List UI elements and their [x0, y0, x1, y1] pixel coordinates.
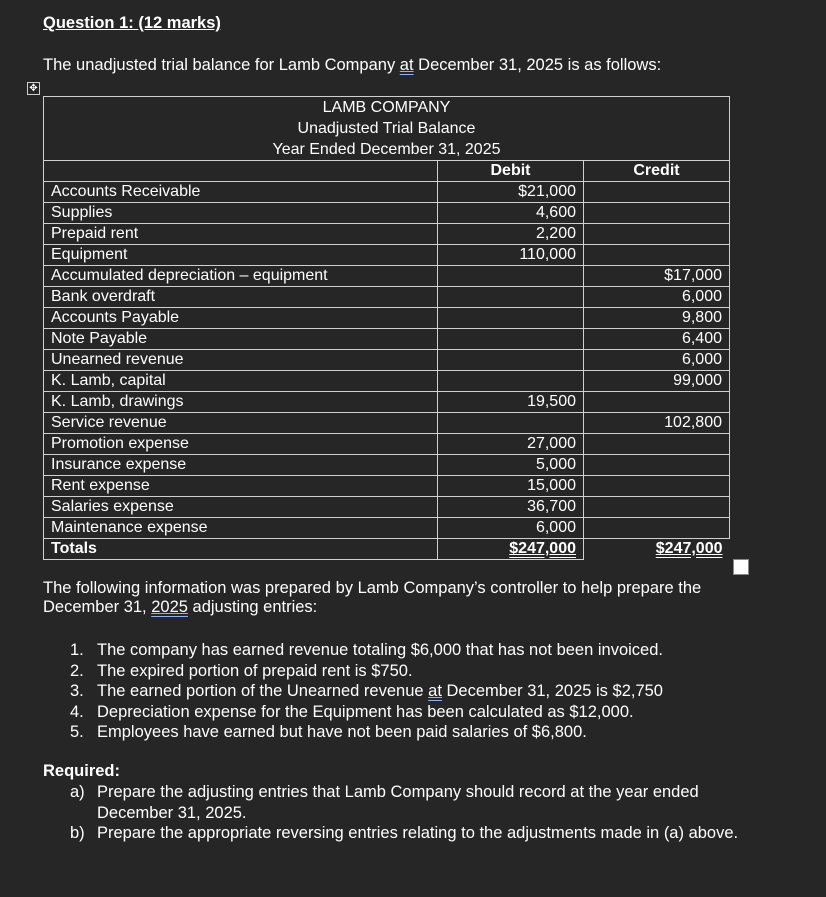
list-item-text-start: The earned portion of the Unearned revenue	[97, 682, 429, 700]
account-cell: Rent expense	[44, 476, 438, 497]
account-cell: Insurance expense	[44, 455, 438, 476]
list-item-number: 3.	[70, 682, 84, 700]
account-cell: Bank overdraft	[44, 287, 438, 308]
account-cell: Service revenue	[44, 413, 438, 434]
account-column-header	[44, 161, 438, 182]
list-item-line1: Prepare the adjusting entries that Lamb Company should record at the year ended	[97, 783, 699, 801]
credit-cell: 99,000	[584, 371, 730, 392]
list-item-text-end: December 31, 2025 is $2,750	[441, 682, 663, 700]
table-row	[44, 413, 730, 434]
list-item	[70, 722, 663, 743]
debit-cell	[438, 266, 584, 287]
intro-at-word: at	[399, 56, 414, 74]
info-paragraph-line2	[43, 598, 783, 617]
table-row	[44, 329, 730, 350]
list-item-letter: b)	[70, 824, 85, 842]
account-cell: K. Lamb, capital	[44, 371, 438, 392]
table-row	[44, 371, 730, 392]
list-item-number: 5.	[70, 723, 84, 741]
account-cell: Accumulated depreciation – equipment	[44, 266, 438, 287]
account-cell: Promotion expense	[44, 434, 438, 455]
account-cell: Supplies	[44, 203, 438, 224]
list-item	[70, 782, 810, 823]
list-item-number: 1.	[70, 641, 84, 659]
table-row	[44, 350, 730, 371]
debit-cell: 15,000	[438, 476, 584, 497]
intro-text	[43, 56, 661, 75]
company-name: LAMB COMPANY	[322, 99, 451, 116]
credit-cell	[584, 224, 730, 245]
debit-column-header: Debit	[438, 161, 584, 182]
list-item-text: Depreciation expense for the Equipment has been calculated as $12,000.	[97, 702, 634, 721]
credit-cell	[584, 203, 730, 224]
table-row	[44, 266, 730, 287]
list-item-number: 2.	[70, 661, 84, 680]
credit-cell: 6,000	[584, 287, 730, 308]
account-cell: Unearned revenue	[44, 350, 438, 371]
list-item	[70, 702, 663, 723]
debit-cell: 36,700	[438, 497, 584, 518]
table-row	[44, 203, 730, 224]
credit-cell	[584, 497, 730, 518]
totals-row	[44, 539, 730, 560]
account-cell: Note Payable	[44, 329, 438, 350]
info-paragraph-year: 2025	[151, 598, 188, 616]
account-cell: Salaries expense	[44, 497, 438, 518]
trial-balance-table	[43, 96, 730, 560]
credit-cell: $17,000	[584, 266, 730, 287]
info-paragraph-date: December 31,	[43, 598, 152, 616]
account-cell: K. Lamb, drawings	[44, 392, 438, 413]
debit-cell: 5,000	[438, 455, 584, 476]
table-row	[44, 182, 730, 203]
debit-cell	[438, 308, 584, 329]
question-title: Question 1: (12 marks)	[43, 14, 221, 32]
debit-cell	[438, 413, 584, 434]
debit-cell: 27,000	[438, 434, 584, 455]
table-header	[44, 97, 730, 161]
credit-cell	[584, 392, 730, 413]
statement-name: Unadjusted Trial Balance	[297, 120, 476, 137]
info-paragraph	[43, 579, 783, 617]
account-cell: Equipment	[44, 245, 438, 266]
credit-cell: 9,800	[584, 308, 730, 329]
list-item-text: Employees have earned but have not been paid salaries of $6,800.	[97, 723, 587, 741]
totals-credit: $247,000	[584, 539, 730, 560]
debit-cell	[438, 371, 584, 392]
table-row	[44, 518, 730, 539]
list-item-number: 4.	[70, 702, 84, 721]
account-cell: Accounts Payable	[44, 308, 438, 329]
trial-balance-rows	[44, 182, 730, 539]
credit-cell	[584, 476, 730, 497]
list-item	[70, 823, 810, 844]
table-row	[44, 224, 730, 245]
list-item-line2: December 31, 2025.	[97, 803, 247, 822]
debit-cell	[438, 329, 584, 350]
table-move-handle-icon[interactable]: ✥	[27, 82, 40, 95]
adjustment-info-list	[70, 640, 663, 743]
list-item-text: The company has earned revenue totaling $6,000 that has not been invoiced.	[97, 641, 663, 659]
info-paragraph-line1: The following information was prepared by Lamb Company’s controller to help prepare the	[43, 579, 702, 597]
debit-cell: 4,600	[438, 203, 584, 224]
credit-cell	[584, 455, 730, 476]
table-row	[44, 245, 730, 266]
list-item	[70, 661, 663, 682]
table-row	[44, 287, 730, 308]
list-item	[70, 681, 663, 702]
table-resize-handle[interactable]	[733, 559, 749, 575]
info-paragraph-end: adjusting entries:	[187, 598, 318, 616]
debit-cell	[438, 350, 584, 371]
credit-column-header: Credit	[584, 161, 730, 182]
totals-label: Totals	[44, 539, 438, 560]
table-row	[44, 497, 730, 518]
debit-cell	[438, 287, 584, 308]
debit-cell: 2,200	[438, 224, 584, 245]
intro-text-end: December 31, 2025 is as follows:	[413, 56, 662, 74]
required-list	[70, 782, 810, 844]
table-row	[44, 392, 730, 413]
required-heading: Required:	[43, 762, 121, 780]
list-item-at-word: at	[428, 682, 442, 700]
credit-cell: 102,800	[584, 413, 730, 434]
credit-cell	[584, 245, 730, 266]
credit-cell	[584, 434, 730, 455]
list-item-letter: a)	[70, 783, 85, 801]
debit-cell: $21,000	[438, 182, 584, 203]
debit-cell: 110,000	[438, 245, 584, 266]
credit-cell: 6,400	[584, 329, 730, 350]
credit-cell	[584, 182, 730, 203]
list-item-line1: Prepare the appropriate reversing entries relating to the adjustments made in (a) above.	[97, 824, 739, 842]
credit-cell	[584, 518, 730, 539]
list-item-text: The expired portion of prepaid rent is $750.	[97, 661, 413, 680]
table-row	[44, 455, 730, 476]
intro-text-start: The unadjusted trial balance for Lamb Company	[43, 56, 400, 74]
statement-period: Year Ended December 31, 2025	[272, 141, 501, 158]
table-row	[44, 308, 730, 329]
account-cell: Prepaid rent	[44, 224, 438, 245]
account-cell: Maintenance expense	[44, 518, 438, 539]
table-row	[44, 434, 730, 455]
list-item	[70, 640, 663, 661]
account-cell: Accounts Receivable	[44, 182, 438, 203]
totals-debit: $247,000	[438, 539, 584, 560]
debit-cell: 19,500	[438, 392, 584, 413]
table-row	[44, 476, 730, 497]
credit-cell: 6,000	[584, 350, 730, 371]
debit-cell: 6,000	[438, 518, 584, 539]
